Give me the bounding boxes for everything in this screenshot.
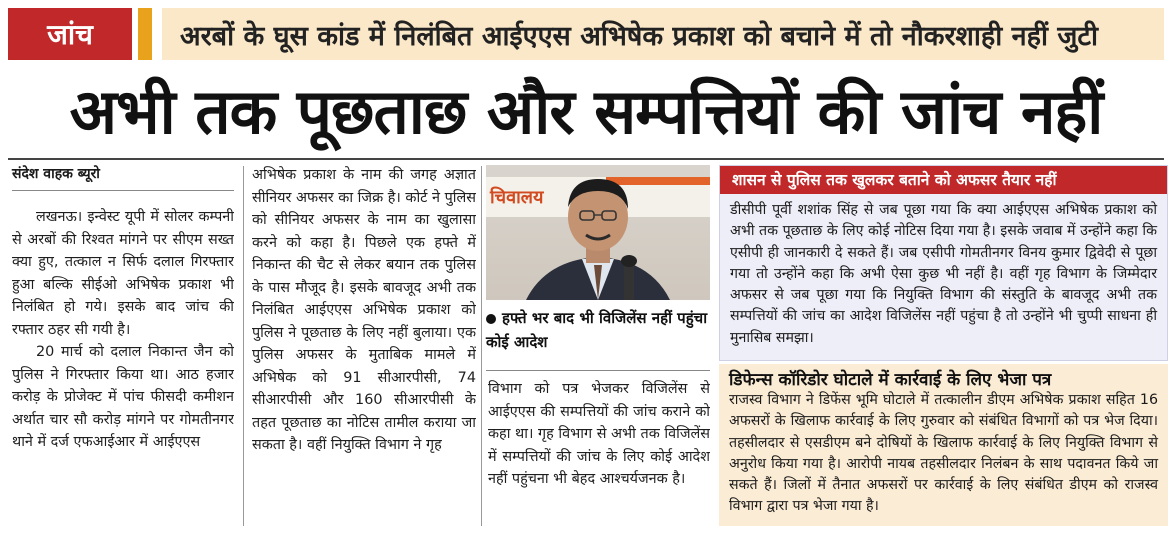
column-2-paragraph-1: अभिषेक प्रकाश के नाम की जगह अज्ञात सीनियर अफसर का जिक्र है। कोर्ट ने पुलिस को सीनियर अफसर के नाम का खुलासा करने को कहा है। पिछले एक हफ्ते में निकान्त की चैट से लेकर बयान तक पुलिस के पास मौजूद है। इसके बावजूद अभी तक निलंबित आईएएस अभिषेक प्रकाश को पुलिस ने पूछताछ के लिए नहीं बुलाया। एक पुलिस अफसर के मुताबिक मामले में अभिषेक को 91 सीआरपीसी, 74 सीआरपीसी और 160 सीआरपीसी के तहत पूछताछ का नोटिस तामील कराया जा सकता है। वहीं नियुक्ति विभाग ने गृह xyxy=(252,167,476,453)
column-1-paragraph-1: लखनऊ। इन्वेस्ट यूपी में सोलर कम्पनी से अरबों की रिश्वत मांगने पर सीएम सख्त क्या हुए, तत्काल न सिर्फ दलाल गिरफ्तार हुआ बल्कि सीईओ अभिषेक प्रकाश भी निलंबित हो गये। इसके बाद जांच की रफ्तार ठहर सी गयी है। xyxy=(12,209,234,338)
photo-caption xyxy=(486,306,710,354)
article-column-2 xyxy=(252,164,476,528)
article-column-1 xyxy=(12,206,234,528)
sidebar-box-officials xyxy=(719,165,1168,361)
column-3-paragraph-1: विभाग को पत्र भेजकर विजिलेंस से आईएएस की सम्पत्तियों की जांच कराने को कहा था। गृह विभाग से अभी तक विजिलेंस में सम्पत्तियों की जांच के लिए कोई आदेश नहीं पहुंचना भी बेहद आश्चर्यजनक है। xyxy=(488,381,710,487)
headline-rule xyxy=(8,158,1164,160)
caption-text: हफ्ते भर बाद भी विजिलेंस नहीं पहुंचा कोई आदेश xyxy=(486,309,708,351)
bullet-icon xyxy=(486,314,496,324)
sidebar-box-defence-body: राजस्व विभाग ने डिफेंस भूमि घोटाले में तत्कालीन डीएम अभिषेक प्रकाश सहित 16 अफसरों के खिलाफ कार्रवाई के लिए गुरुवार को संबंधित विभागों को पत्र भेज दिया। तहसीलदार से एसडीएम बने दोषियों के खिलाफ कार्रवाई के लिए नियुक्ति विभाग से अनुरोध किया गया है। आरोपी नायब तहसीलदार निलंबन के साथ पदावनत किये जा सकते हैं। जिलों में तैनात अफसरों पर कार्रवाई के लिए संबंधित डीएम को राजस्व विभाग द्वारा पत्र भेजा गया है। xyxy=(729,392,1158,515)
sidebar-box-officials-heading: शासन से पुलिस तक खुलकर बताने को अफसर तैयार नहीं xyxy=(720,166,1167,194)
column-1-paragraph-2: 20 मार्च को दलाल निकान्त जैन को पुलिस ने गिरफ्तार किया था। आठ हजार करोड़ के प्रोजेक्ट में पांच फीसदी कमीशन अर्थात चार सौ करोड़ मांगने पर गोमतीनगर थाने में दर्ज एफआईआर में आईएएस xyxy=(12,344,234,450)
news-photo xyxy=(486,165,710,300)
photo-backdrop-text: चिवालय xyxy=(490,187,544,208)
byline: संदेश वाहक ब्यूरो xyxy=(12,166,100,182)
section-kicker: जांच xyxy=(8,8,132,60)
sidebar-box-defence-heading: डिफेन्स कॉरिडोर घोटाले में कार्रवाई के लिए भेजा पत्र xyxy=(729,370,1052,390)
main-headline: अभी तक पूछताछ और सम्पत्तियों की जांच नहीं xyxy=(69,75,1103,148)
byline-rule xyxy=(12,190,234,191)
sidebar-box-defence-corridor xyxy=(719,364,1168,526)
caption-rule xyxy=(486,370,710,371)
article-column-3 xyxy=(488,378,710,528)
column-divider xyxy=(243,166,244,526)
person-photo-illustration xyxy=(486,165,710,300)
strap-headline: अरबों के घूस कांड में निलंबित आईएएस अभिषेक प्रकाश को बचाने में तो नौकरशाही नहीं जुटी xyxy=(162,8,1164,60)
column-divider xyxy=(481,166,482,526)
kicker-accent-bar xyxy=(138,8,152,60)
sidebar-box-officials-body: डीसीपी पूर्वी शशांक सिंह से जब पूछा गया कि क्या आईएएस अभिषेक प्रकाश को अभी तक पूछताछ के लिए कोई नोटिस दिया गया है। इसके जवाब में उन्होंने कहा कि एसीपी ही जानकारी दे सकते हैं। जब एसीपी गोमतीनगर विनय कुमार द्विवेदी से पूछा गया तो उन्होंने कहा कि अभी ऐसा कुछ भी नहीं है। वहीं गृह विभाग के जिम्मेदार अफसर से जब पूछा गया कि नियुक्ति विभाग की संस्तुति के बावजूद अभी तक सम्पत्तियों की जांच का आदेश विजिलेंस नहीं पहुंचा है तो उन्होंने भी चुप्पी साधना ही मुनासिब समझा। xyxy=(730,202,1157,346)
